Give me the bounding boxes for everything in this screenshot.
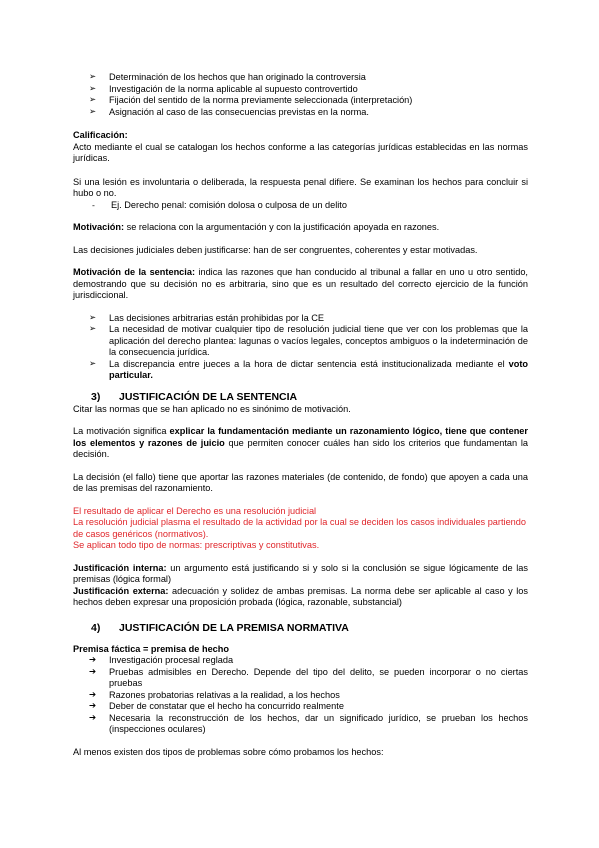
closing-paragraph: Al menos existen dos tipos de problemas sobre cómo probamos los hechos: [73, 746, 384, 757]
calificacion-paragraph: Si una lesión es involuntaria o deliberada, la respuesta penal difiere. Se examinan los hechos para concluir si hubo o no. [73, 176, 528, 198]
arrow-bullet-icon: ➢ [89, 324, 97, 334]
example-list [73, 200, 528, 212]
justificacion-externa: Justificación externa: adecuación y solidez de ambas premisas. La norma debe ser aplicable al caso y los hechos deben expresar una proposición probada (lógica, razonable, substancial) [73, 585, 528, 607]
arrow-bullet-icon: ➔ [89, 666, 97, 677]
list-item: ➢ Investigación de la norma aplicable al supuesto controvertido [89, 83, 358, 94]
red-note-1: El resultado de aplicar el Derecho es una resolución judicial [73, 505, 317, 516]
list-item: ➢ La discrepancia entre jueces a la hora de dictar sentencia está institucionalizada mediante el voto particular. [89, 358, 528, 380]
list-item: ➔ Pruebas admisibles en Derecho. Depende del tipo del delito, se pueden incorporar o no ciertas pruebas [89, 666, 528, 688]
arrow-bullet-icon: ➢ [89, 358, 97, 369]
arrow-bullet-icon: ➢ [89, 312, 97, 323]
list-item: ➢ Las decisiones arbitrarias están prohibidas por la CE [89, 312, 325, 323]
list-item: ➔ Necesaria la reconstrucción de los hechos, dar un significado jurídico, se prueban los hechos (inspecciones oculares) [89, 712, 528, 734]
justificacion-interna: Justificación interna: un argumento está justificando si y solo si la conclusión se sigue lógicamente de las premisas (lógica formal) [73, 562, 529, 584]
premisa-factica-heading: Premisa fáctica = premisa de hecho [73, 643, 230, 654]
arrow-bullet-icon: ➢ [89, 95, 97, 105]
red-note-2: La resolución judicial plasma el resultado de la actividad por la cual se deciden los casos individuales partiendo de casos genéricos (normativos). [73, 517, 527, 539]
motivacion-sentencia-paragraph: Motivación de la sentencia: indica las razones que han conducido al tribunal a fallar en uno u otro sentido, demostrando que su decisión no es arbitraria, sino que es un resultado del correcto ejercicio de la función jurisdiccional. [73, 267, 528, 300]
red-note-3: Se aplican todo tipo de normas: prescriptivas y constitutivas. [73, 540, 320, 550]
calificacion-text: Acto mediante el cual se catalogan los hechos conforme a las categorías jurídicas establecidas en las normas jurídicas. [73, 141, 528, 163]
motivacion-paragraph-2: Las decisiones judiciales deben justificarse: han de ser congruentes, coherentes y estar motivadas. [73, 244, 478, 255]
premisa-list [73, 655, 528, 736]
list-item: ➢ Determinación de los hechos que han originado la controversia [89, 72, 366, 82]
arrow-bullet-icon: ➢ [89, 72, 97, 82]
list-item: ➔ Razones probatorias relativas a la realidad, a los hechos [89, 689, 340, 700]
arrow-bullet-icon: ➢ [89, 83, 97, 94]
calificacion-heading: Calificación: [73, 130, 128, 140]
list-item: ➢ La necesidad de motivar cualquier tipo de resolución judicial tiene que ver con los problemas que la aplicación del derecho plantea: lagunas o vacíos legales, conceptos ambiguos o la indeterminación de la consecuencia jurídica. [89, 324, 528, 357]
section-4-heading: 4) JUSTIFICACIÓN DE LA PREMISA NORMATIVA [91, 621, 349, 634]
list-item: ➔ Investigación procesal reglada [89, 655, 234, 665]
section-3-paragraph-1: La motivación significa explicar la fundamentación mediante un razonamiento lógico, tiene que contener los elementos y razones de juicio que permiten conocer cuáles han sido los criterios que fundamentan la decisión. [73, 426, 528, 459]
dash-bullet-icon: - [92, 200, 95, 210]
motivacion-paragraph: Motivación: se relaciona con la argumentación y con la justificación apoyada en razones. [73, 222, 440, 232]
arrow-bullet-icon: ➔ [89, 689, 97, 700]
arrow-bullet-icon: ➔ [89, 655, 97, 665]
arrow-bullet-icon: ➔ [89, 712, 97, 723]
list-item: ➢ Fijación del sentido de la norma previamente seleccionada (interpretación) [89, 95, 413, 105]
section-3-paragraph-2: La decisión (el fallo) tiene que aportar las razones materiales (de contenido, de fondo) que apoyen a cada una de las premisas del razonamiento. [73, 471, 528, 493]
section-3-heading: 3) JUSTIFICACIÓN DE LA SENTENCIA [91, 390, 298, 403]
list-item: ➔ Deber de constatar que el hecho ha concurrido realmente [89, 701, 344, 711]
steps-list [73, 72, 528, 118]
arrow-bullet-icon: ➢ [89, 106, 97, 117]
arrow-bullet-icon: ➔ [89, 701, 97, 711]
motivacion-list [73, 313, 528, 382]
section-3-intro: Citar las normas que se han aplicado no es sinónimo de motivación. [73, 403, 351, 414]
document-page [73, 72, 528, 758]
list-item: ➢ Asignación al caso de las consecuencias previstas en la norma. [89, 106, 369, 117]
list-item: - Ej. Derecho penal: comisión dolosa o culposa de un delito [92, 199, 347, 210]
